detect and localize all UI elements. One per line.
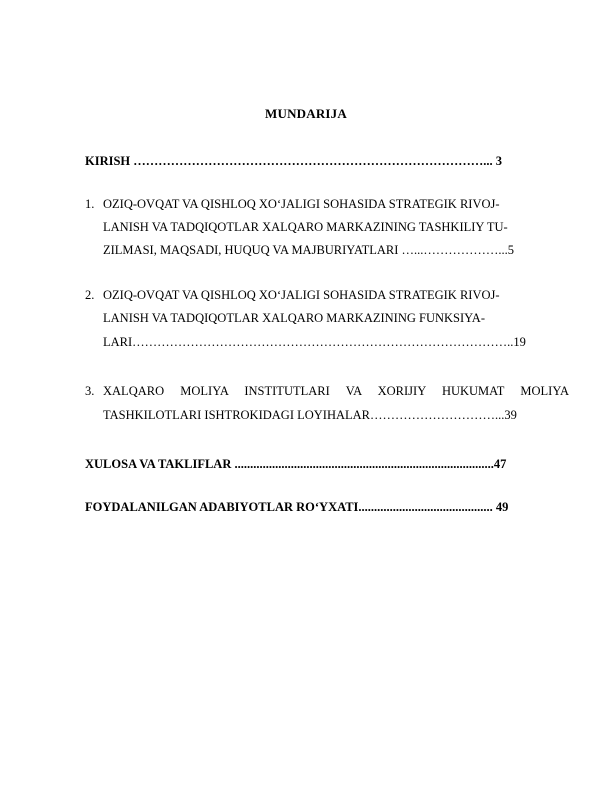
toc-entry-line: OZIQ-OVQAT VA QISHLOQ XO‘JALIGI SOHASIDA STRATEGIK RIVOJ-: [103, 288, 500, 302]
toc-entry-adabiyotlar: FOYDALANILGAN ADABIYOTLAR RO‘YXATI........................................... 49: [85, 500, 509, 514]
toc-entry-number: 3.: [85, 384, 95, 398]
toc-entry-line: TASHKILOTLARI ISHTROKIDAGI LOYIHALAR…………………………...39: [103, 408, 517, 422]
toc-entry-number: 1.: [85, 197, 95, 211]
toc-entry-line: LANISH VA TADQIQOTLAR XALQARO MARKAZINING FUNKSIYA-: [103, 311, 485, 325]
toc-entry-xulosa: XULOSA VA TAKLIFLAR ...................................................................................47: [85, 457, 507, 471]
toc-entry-line: ZILMASI, MAQSADI, HUQUQ VA MAJBURIYATLARI …...………………...5: [103, 243, 515, 257]
toc-entry-line: OZIQ-OVQAT VA QISHLOQ XO‘JALIGI SOHASIDA STRATEGIK RIVOJ-: [103, 197, 500, 211]
toc-entry-line: LANISH VA TADQIQOTLAR XALQARO MARKAZINING TASHKILIY TU-: [103, 220, 508, 234]
page-title: MUNDARIJA: [265, 106, 347, 121]
toc-entry-line: XALQARO MOLIYA INSTITUTLARI VA XORIJIY HUKUMAT MOLIYA: [103, 384, 569, 398]
toc-entry-kirish: KIRISH …………………………………………………………………………... 3: [85, 154, 503, 168]
toc-entry-number: 2.: [85, 288, 95, 302]
toc-entry-line: LARI………………………………………………………………………………..19: [103, 335, 526, 349]
